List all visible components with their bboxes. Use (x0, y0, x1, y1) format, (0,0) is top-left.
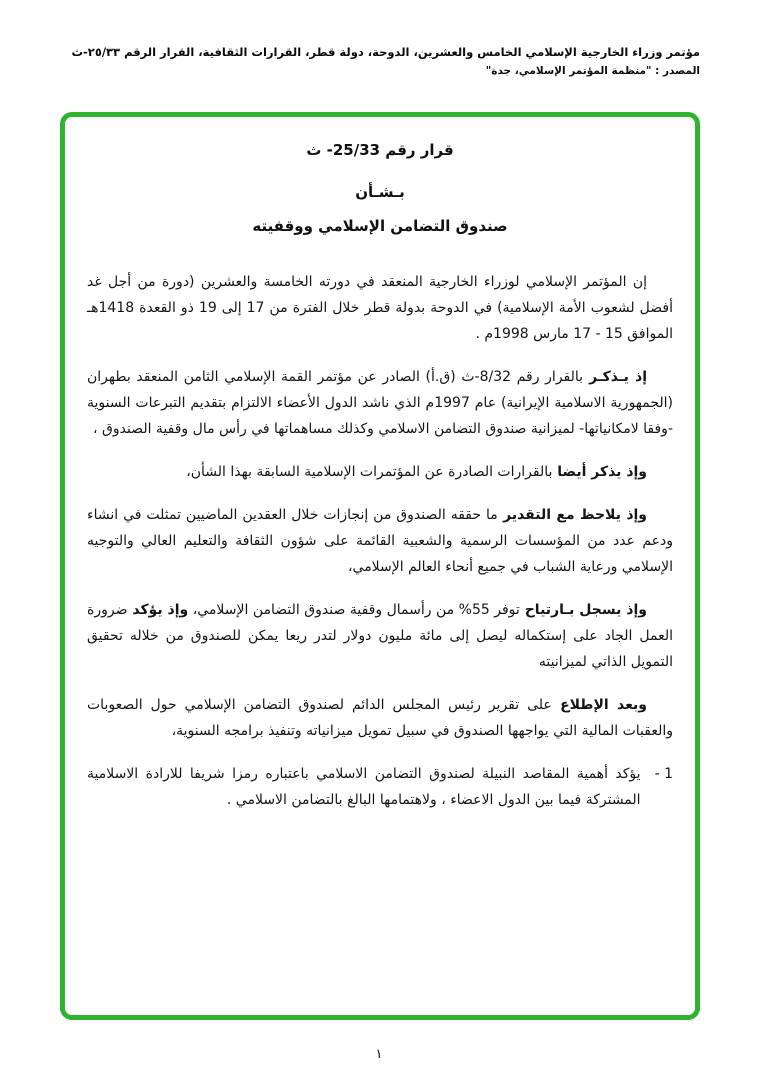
resolution-number-title: قرار رقم 25/33- ث (306, 141, 454, 159)
paragraph-text: توفر 55% من رأسمال وقفية صندوق التضامن الإسلامي، (188, 602, 520, 618)
page-number: ١ (375, 1047, 383, 1062)
paragraph-recalling-resolution (87, 364, 673, 442)
paragraph-lead: وإذ يذكر أيضا (552, 464, 647, 480)
header-source: المصدر : "منظمة المؤتمر الإسلامي، جدة" (485, 64, 700, 77)
list-item-text: يؤكد أهمية المقاصد النبيلة لصندوق التضامن الاسلامي باعتباره رمزا شريفا للارادة الاسلامية المشتركة فيما بين الدول الاعضاء ، ولاهتمامها البالغ بالتضامن الاسلامي . (87, 766, 641, 808)
paragraph-lead: وإذ يؤكد (127, 602, 189, 618)
paragraph-text: بالقرارات الصادرة عن المؤتمرات الإسلامية السابقة بهذا الشأن، (186, 464, 553, 480)
paragraph-text: بالقرار رقم 8/32-ث (ق.أ) الصادر عن مؤتمر القمة الإسلامي الثامن المنعقد بطهران (الجمهورية الاسلامية الإيرانية) عام 1997م الذي ناشد الدول الأعضاء الالتزام بتقديم التبرعات السنوية -وفقا لامكانياتها- لميزانية صندوق التضامن الاسلامي وكذلك مساهماتها في رأس مال وقفية الصندوق ، (87, 369, 673, 437)
paragraph-having-reviewed (87, 692, 673, 744)
paragraph-noting-appreciation (87, 502, 673, 580)
title-block (81, 141, 679, 235)
regarding-title: بـشـأن (355, 183, 405, 201)
paragraph-text: ما حققه الصندوق من إنجازات خلال العقدين الماضيين تمثلت في انشاء ودعم عدد من المؤسسات الرسمية والشعبية القائمة على شؤون الثقافة والتعليم العالي والتوجيه الإسلامي ورعاية الشباب في جميع أنحاء العالم الإسلامي، (87, 507, 673, 575)
list-item-number: 1 - (654, 766, 673, 782)
paragraph-lead: وإذ يلاحظ مع التقدير (497, 507, 647, 523)
document-body (81, 269, 679, 813)
paragraph-lead: وإذ يسجل بـارتياح (519, 602, 647, 618)
paragraph-text: على تقرير رئيس المجلس الدائم لصندوق التضامن الإسلامي حول الصعوبات والعقبات المالية التي يواجهها الصندوق في سبيل تمويل ميزانياته وتنفيذ برامجه السنوية، (87, 697, 673, 739)
paragraph-recalling-also (87, 459, 673, 485)
document-header (58, 44, 700, 77)
paragraph-text: إن المؤتمر الإسلامي لوزراء الخارجية المنعقد في دورته الخامسة والعشرين (دورة من أجل غد أفضل لشعوب الأمة الإسلامية) في الدوحة بدولة قطر خلال الفترة من 17 إلى 19 ذو القعدة 1418هـ الموافق 15 - 17 مارس 1998م . (87, 274, 673, 342)
header-citation: مؤتمر وزراء الخارجية الإسلامي الخامس والعشرين، الدوحة، دولة قطر، القرارات الثقافية، القرار الرقم ٢٥/٣٣-ث (71, 45, 700, 59)
paragraph-text: ضرورة العمل الجاد على إستكماله ليصل إلى مائة مليون دولار لتدر ريعا يمكن للصندوق من خلاله تحقيق التمويل الذاتي لميزانيته (87, 602, 673, 670)
paragraph-recording-satisfaction (87, 597, 673, 675)
list-item (87, 761, 673, 813)
paragraph-preamble (87, 269, 673, 347)
subject-title: صندوق التضامن الإسلامي ووقفيته (252, 217, 508, 235)
paragraph-lead: وبعد الإطلاع (551, 697, 647, 713)
document-frame (60, 112, 700, 1020)
paragraph-lead: إذ يـذكـر (583, 369, 648, 385)
